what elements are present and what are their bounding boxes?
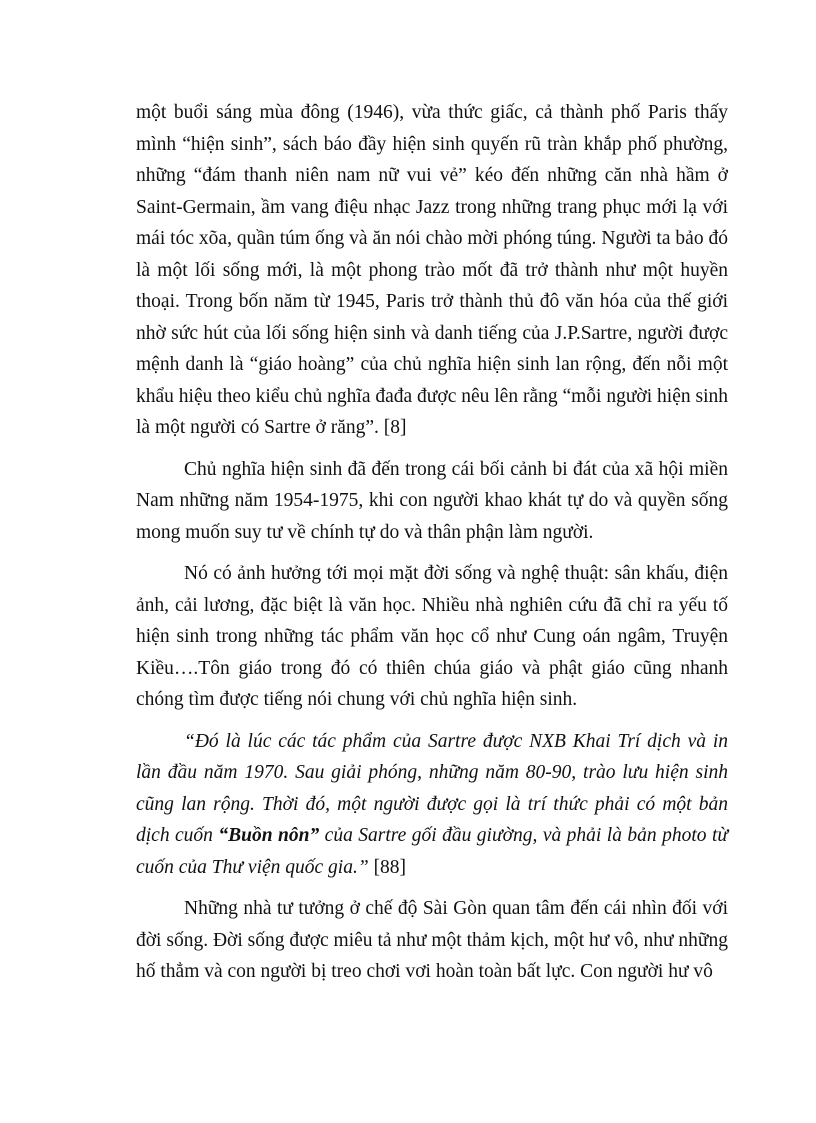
quote-book-title: “Buồn nôn” [218,825,320,846]
paragraph-gap [136,883,728,893]
quote-sartre-translations [136,726,728,884]
paragraph-paris-existentialism: một buổi sáng mùa đông (1946), vừa thức giấc, cả thành phố Paris thấy mình “hiện sinh”, sách báo đầy hiện sinh quyến rũ tràn khắp phố phường, những “đám thanh niên nam nữ vui vẻ” kéo đến những căn nhà hầm ở Saint-Germain, ầm vang điệu nhạc Jazz trong những trang phục mới lạ với mái tóc xõa, quần túm ống và ăn nói chào mời phóng túng. Người ta bảo đó là một lối sống mới, là một phong trào mốt đã trở thành như một huyền thoại. Trong bốn năm từ 1945, Paris trở thành thủ đô văn hóa của thế giới nhờ sức hút của lối sống hiện sinh và danh tiếng của J.P.Sartre, người được mệnh danh là “giáo hoàng” của chủ nghĩa hiện sinh lan rộng, đến nỗi một khẩu hiệu theo kiểu chủ nghĩa đađa được nêu lên rằng “mỗi người hiện sinh là một người có Sartre ở răng”. [8] [136,102,728,438]
document-page [136,97,728,988]
paragraph-gap [136,444,728,454]
paragraph-gap [136,716,728,726]
paragraph-influence-on-arts: Nó có ảnh hưởng tới mọi mặt đời sống và nghệ thuật: sân khấu, điện ảnh, cải lương, đặc biệt là văn học. Nhiều nhà nghiên cứu đã chỉ ra yếu tố hiện sinh trong những tác phẩm văn học cổ như Cung oán ngâm, Truyện Kiều….Tôn giáo trong đó có thiên chúa giáo và phật giáo cũng nhanh chóng tìm được tiếng nói chung với chủ nghĩa hiện sinh. [136,563,728,710]
quote-text-part2: của Sartre gối đầu giường, và phải là bản photo từ cuốn của Thư viện quốc gia.” [136,825,729,878]
paragraph-saigon-thinkers: Những nhà tư tưởng ở chế độ Sài Gòn quan tâm đến cái nhìn đối với đời sống. Đời sống được miêu tả như một thảm kịch, một hư vô, như những hố thẳm và con người bị treo chơi vơi hoàn toàn bất lực. Con người hư vô [136,898,728,982]
paragraph-south-vietnam-context: Chủ nghĩa hiện sinh đã đến trong cái bối cảnh bi đát của xã hội miền Nam những năm 1954-1975, khi con người khao khát tự do và quyền sống mong muốn suy tư về chính tự do và thân phận làm người. [136,458,728,543]
quote-text-part1: “Đó là lúc các tác phẩm của Sartre được NXB Khai Trí dịch và in lần đầu năm 1970. Sau giải phóng, những năm 80-90, trào lưu hiện sinh cũng lan rộng. Thời đó, một người được gọi là trí thức phải có một bản dịch cuốn [136,730,728,846]
paragraph-gap [136,548,728,558]
quote-reference: [88] [368,856,407,878]
